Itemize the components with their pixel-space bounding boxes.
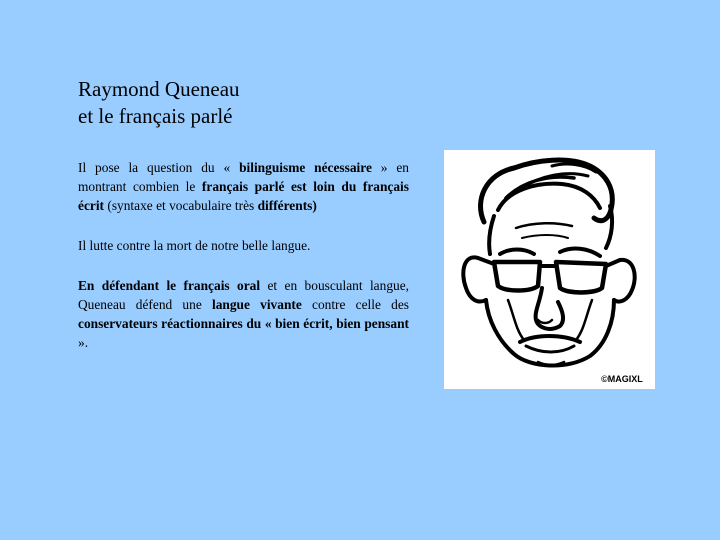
slide-title — [78, 76, 240, 130]
cartoon-signature: ©MAGIXL — [601, 374, 643, 384]
p3-text-3: ». — [78, 335, 89, 350]
p1-text-2: » en montrant combien le — [78, 160, 409, 194]
p1-bold-2: français parlé est loin du français écrit — [78, 179, 409, 213]
p3-text-2: contre celle des — [301, 297, 409, 312]
p1-bold-3: différents) — [257, 198, 317, 213]
title-line-1: Raymond Queneau — [78, 77, 240, 101]
paragraph-langue: Il lutte contre la mort de notre belle langue. — [78, 238, 311, 253]
p1-bold-1: bilinguisme nécessaire — [239, 160, 372, 175]
p3-bold-3: conservateurs réactionnaires du « bien écrit, bien pensant — [78, 316, 409, 331]
p3-bold-2: langue vivante — [211, 297, 302, 312]
p1-text-3: (syntaxe et vocabulaire très — [104, 198, 258, 213]
caricature-drawing — [444, 150, 655, 389]
caricature-image — [444, 150, 655, 389]
p1-text-1: Il pose la question du « — [78, 160, 240, 175]
paragraph-francais-oral — [78, 276, 409, 352]
p3-bold-1: En défendant le français oral — [78, 278, 261, 293]
paragraph-bilinguisme — [78, 158, 409, 215]
slide-body — [78, 158, 409, 373]
title-line-2: et le français parlé — [78, 104, 233, 128]
p3-text-1: et en bousculant langue, Queneau défend une — [78, 278, 409, 312]
